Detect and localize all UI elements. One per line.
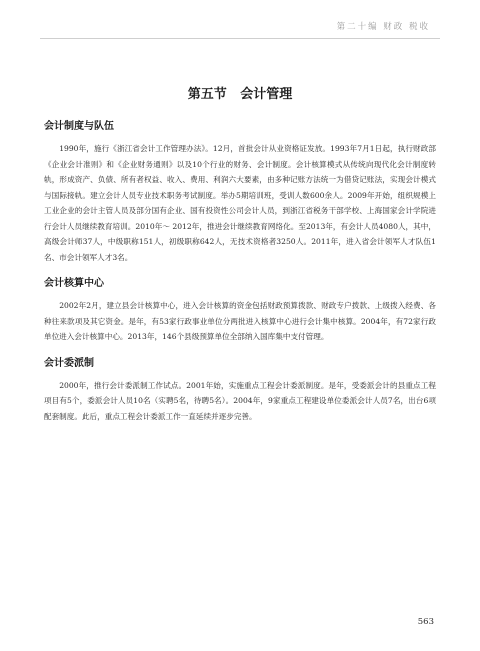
section-title: 第五节 会计管理 <box>187 87 293 102</box>
section-accountant-assignment <box>44 357 436 425</box>
paragraph: 1990年，施行《浙江省会计工作管理办法》。12月，首批会计从业资格证发放。1993年7月1日起，执行财政部《企业会计准则》和《企业财务通则》以及10个行业的财务、会计制度。会计核算模式从传统向现代化会计制度转轨，形成资产、负债、所有者权益、收入、费用、利润六大要素，由多种记账方法统一为借贷记账法，实现会计模式与国际接轨。建立会计人员专业技术职务考试制度。举办5期培训班，受训人数600余人。2009年开始，组织规模上工业企业的会计主管人员及部分国有企业、国有投资性公司会计人员，到浙江省税务干部学校、上海国家会计学院进行会计人员继续教育培训。2010年～ 2012年，推进会计继续教育网络化。至2013年，有会计人员4080人，其中，高级会计师37人，中级职称151人，初级职称642人，无技术资格者3250人。2011年，进入省会计领军人才队伍1名、市会计领军人才3名。 <box>44 144 436 262</box>
header-rule <box>40 38 440 39</box>
section-accounting-system <box>44 120 436 265</box>
running-header: 第二十编 财政 税收 <box>336 22 430 32</box>
paragraph: 2000年，推行会计委派制工作试点。2001年始，实施重点工程会计委派制度。是年，受委派会计的县重点工程项目有5个，委派会计人员10名（实聘5名，待聘5名）。2004年，9家重点工程建设单位委派会计人员7名，出台6项配套制度。此后，重点工程会计委派工作一直延续并逐步完善。 <box>44 380 436 421</box>
subheading: 会计核算中心 <box>44 278 104 289</box>
subheading: 会计制度与队伍 <box>44 121 114 132</box>
body-content <box>44 120 436 436</box>
section-accounting-center <box>44 277 436 345</box>
page-number: 563 <box>417 617 434 627</box>
paragraph: 2002年2月，建立县会计核算中心，进入会计核算的资金包括财政预算拨款、财政专户拨款、上级拨入经费、各种往来款项及其它资金。是年，有53家行政事业单位分两批进入核算中心进行会计集中核算。2004年，有72家行政单位进入会计核算中心。2013年，146个县级预算单位全部纳入国库集中支付管理。 <box>44 301 436 341</box>
subheading: 会计委派制 <box>44 357 94 369</box>
